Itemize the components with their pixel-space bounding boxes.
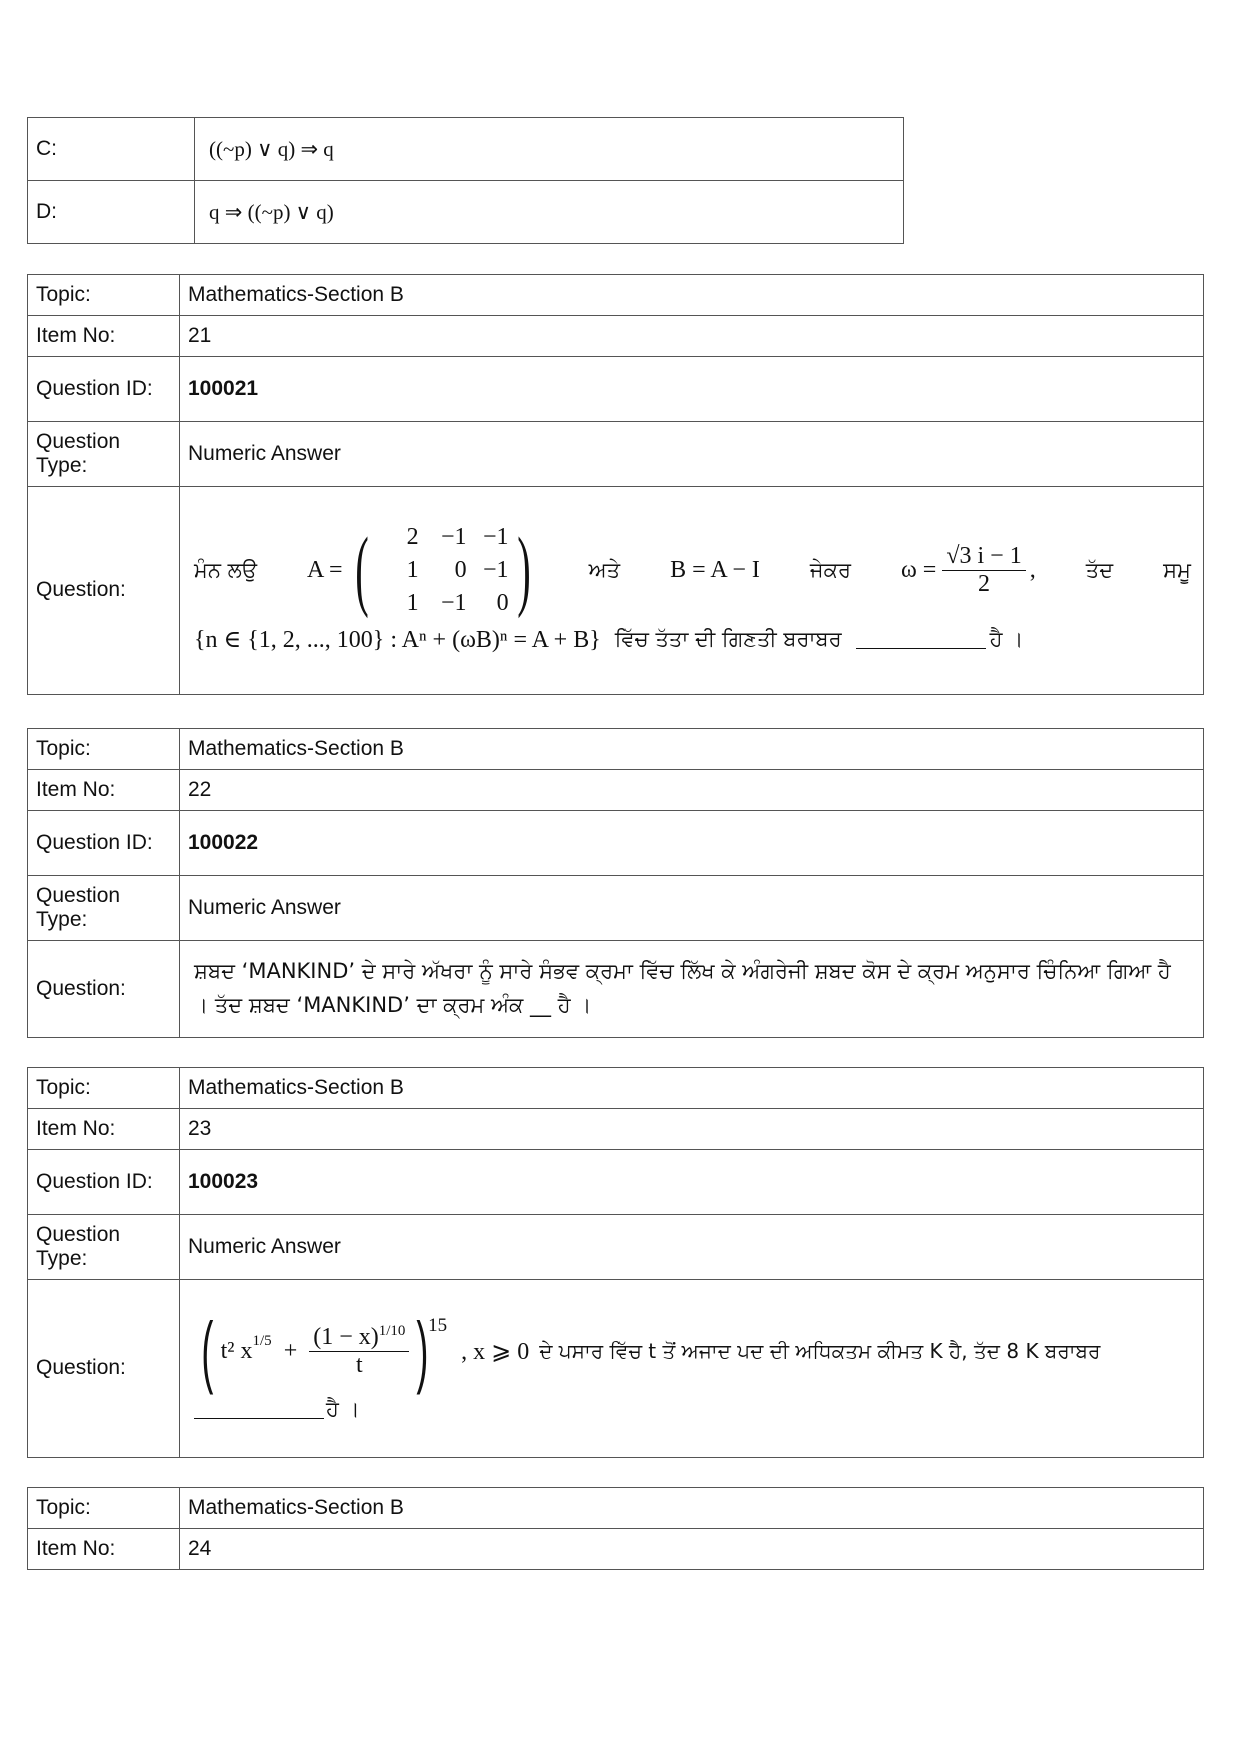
question-text-and: ਅਤੇ [588, 557, 621, 582]
question-type-label: Question Type: [28, 422, 180, 487]
question-table-23 [27, 1067, 1204, 1458]
matrix-cell: 1 [406, 556, 419, 583]
matrix-cell: 2 [406, 523, 419, 550]
item-no-value: 23 [180, 1109, 1204, 1150]
expr-power: 15 [428, 1315, 448, 1336]
matrix-cell: 1 [406, 589, 419, 616]
expr-num-base: (1 − x) [313, 1324, 379, 1350]
matrix-cell: −1 [441, 589, 467, 616]
matrix-cell: 0 [496, 589, 509, 616]
item-no-label: Item No: [28, 770, 180, 811]
question-text-set: ਸਮੂ [1163, 557, 1191, 582]
question-label: Question: [28, 941, 180, 1038]
matrix-cell: 0 [454, 556, 467, 583]
question-text-end: ਹੈ । [326, 1397, 360, 1421]
topic-label: Topic: [28, 1068, 180, 1109]
matrix-cell: −1 [483, 556, 509, 583]
question-label: Question: [28, 1280, 180, 1458]
topic-label: Topic: [28, 275, 180, 316]
question-body [180, 1280, 1204, 1458]
question-type-value: Numeric Answer [180, 1215, 1204, 1280]
expr-x-exponent: 1/5 [252, 1333, 272, 1349]
question-type-label: Question Type: [28, 1215, 180, 1280]
item-no-label: Item No: [28, 1529, 180, 1570]
question-line-1 [194, 1306, 1191, 1395]
question-type-value: Numeric Answer [180, 876, 1204, 941]
option-value: q ⇒ ((~p) ∨ q) [195, 181, 904, 244]
expr-plus: + [283, 1337, 298, 1364]
question-text-if: ਜੇਕਰ [809, 557, 851, 582]
question-text-let: ਮੰਨ ਲਉ [194, 557, 257, 582]
set-expression: {n ∈ {1, 2, ..., 100} : Aⁿ + (ωB)ⁿ = A + B} [194, 626, 601, 653]
matrix-A [307, 520, 539, 619]
matrix-cell: −1 [483, 523, 509, 550]
omega-label: ω = [901, 556, 937, 583]
question-table-24 [27, 1487, 1204, 1570]
question-id-label: Question ID: [28, 811, 180, 876]
question-id-label: Question ID: [28, 1150, 180, 1215]
options-table [27, 117, 904, 244]
topic-value: Mathematics-Section B [180, 729, 1204, 770]
question-table-21 [27, 274, 1204, 695]
option-value: ((~p) ∨ q) ⇒ q [195, 118, 904, 181]
matrix-cell: −1 [441, 523, 467, 550]
item-no-value: 24 [180, 1529, 1204, 1570]
omega-denominator: 2 [978, 570, 991, 597]
answer-blank [856, 630, 986, 649]
question-B-def: B = A − I [670, 556, 760, 583]
matrix-right-paren: ) [516, 520, 531, 619]
question-type-label: Question Type: [28, 876, 180, 941]
omega-comma: , [1029, 556, 1036, 583]
expr-fraction [309, 1323, 409, 1379]
expr-right-paren: ) [416, 1306, 429, 1395]
expr-denominator: t [356, 1352, 363, 1378]
question-text-count: ਵਿੱਚ ਤੱਤਾ ਦੀ ਗਿਣਤੀ ਬਰਾਬਰ [614, 626, 842, 651]
question-body [180, 487, 1204, 695]
question-type-value: Numeric Answer [180, 422, 1204, 487]
answer-blank [194, 1400, 324, 1419]
item-no-value: 22 [180, 770, 1204, 811]
question-line-2 [194, 1397, 1191, 1422]
topic-value: Mathematics-Section B [180, 1068, 1204, 1109]
option-label: D: [28, 181, 195, 244]
expr-t2x: t² x [220, 1337, 253, 1364]
expr-num-exponent: 1/10 [378, 1323, 406, 1339]
omega-def [901, 543, 1036, 598]
topic-label: Topic: [28, 1488, 180, 1529]
matrix-A-label: A = [307, 556, 343, 583]
expr-condition: , x ⩾ 0 [461, 1338, 530, 1365]
question-line-2 [194, 625, 1191, 654]
question-id-label: Question ID: [28, 357, 180, 422]
question-id-value: 100022 [180, 811, 1204, 876]
option-label: C: [28, 118, 195, 181]
expr-numerator [309, 1323, 409, 1352]
question-text: ਸ਼ਬਦ ‘MANKIND’ ਦੇ ਸਾਰੇ ਅੱਖਰਾ ਨੂੰ ਸਾਰੇ ਸੰਭਵ ਕ੍ਰਮਾ ਵਿੱਚ ਲਿੱਖ ਕੇ ਅੰਗਰੇਜੀ ਸ਼ਬਦ ਕੋਸ ਦੇ ਕ੍ਰਮ ਅਨੁਸਾਰ ਚਿੰਨਿਆ ਗਿਆ ਹੈ । ਤੱਦ ਸ਼ਬਦ ‘MANKIND’ ਦਾ ਕ੍ਰਮ ਅੰਕ __ ਹੈ । [180, 941, 1204, 1038]
question-label: Question: [28, 487, 180, 695]
expr-left-paren: ( [201, 1306, 214, 1395]
item-no-label: Item No: [28, 316, 180, 357]
topic-value: Mathematics-Section B [180, 275, 1204, 316]
question-line-1 [194, 520, 1191, 619]
question-text-then: ਤੱਦ [1085, 557, 1114, 582]
question-text-main: ਦੇ ਪਸਾਰ ਵਿੱਚ t ਤੋਂ ਅਜਾਦ ਪਦ ਦੀ ਅਧਿਕਤਮ ਕੀਮਤ K ਹੈ, ਤੱਦ 8 K ਬਰਾਬਰ [539, 1339, 1101, 1363]
matrix-left-paren: ( [354, 520, 369, 619]
item-no-label: Item No: [28, 1109, 180, 1150]
omega-numerator: √3 i − 1 [942, 543, 1025, 571]
question-text-end: ਹੈ । [989, 626, 1024, 651]
omega-fraction [942, 543, 1025, 598]
matrix-grid [377, 524, 509, 617]
topic-value: Mathematics-Section B [180, 1488, 1204, 1529]
topic-label: Topic: [28, 729, 180, 770]
question-id-value: 100021 [180, 357, 1204, 422]
question-id-value: 100023 [180, 1150, 1204, 1215]
question-table-22 [27, 728, 1204, 1038]
item-no-value: 21 [180, 316, 1204, 357]
